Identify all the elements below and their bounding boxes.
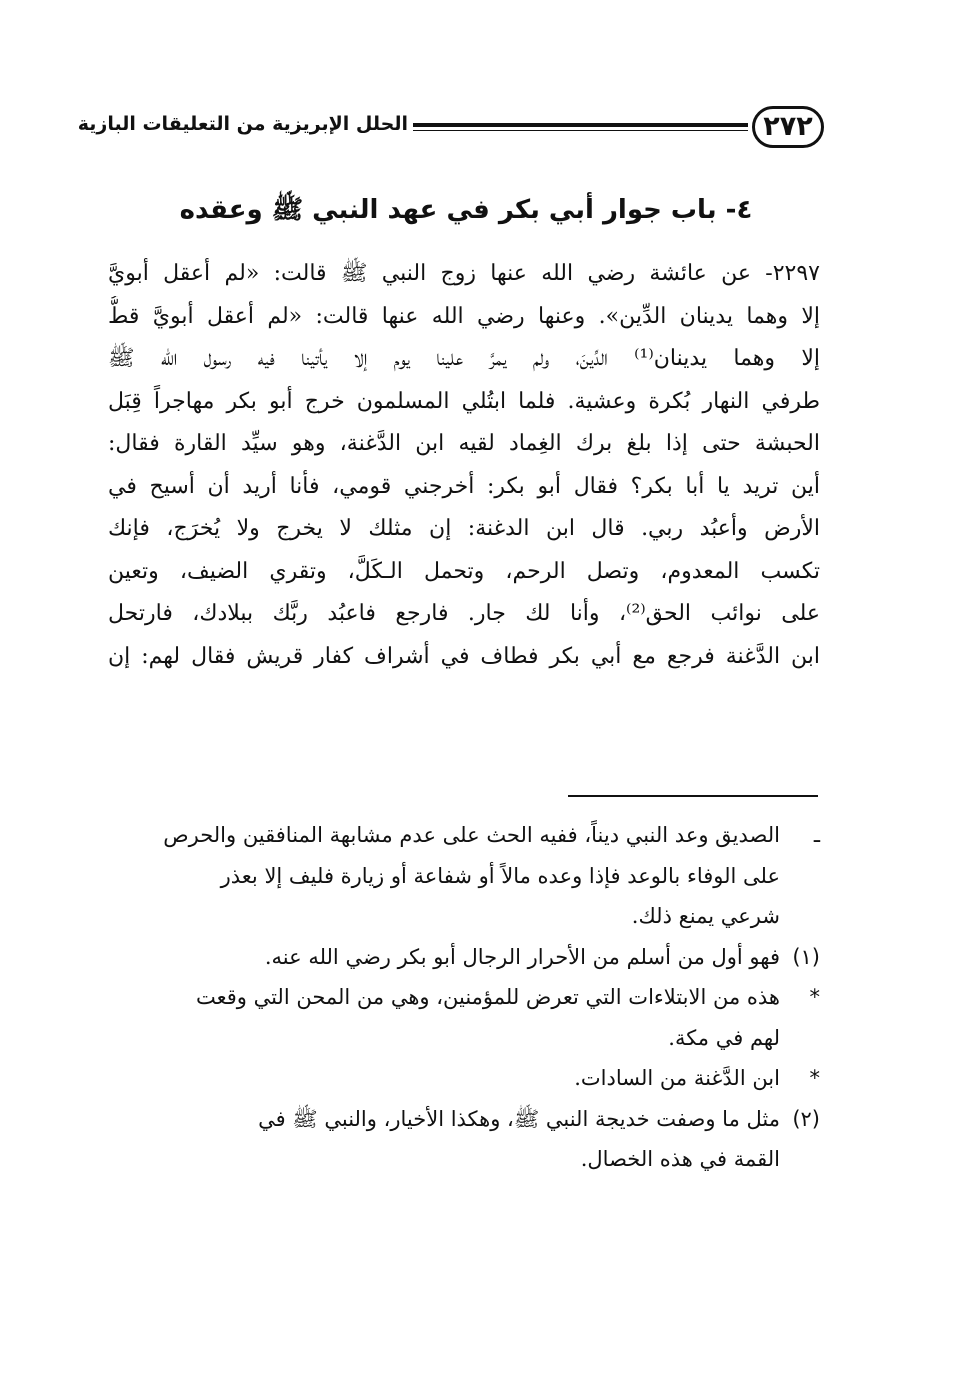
footnote-line: فهو أول من أسلم من الأحرار الرجال أبو بكر رضي الله عنه.	[264, 944, 780, 969]
footnote-separator	[568, 795, 818, 797]
text-line: تكسب المعدوم، وتصل الرحم، وتحمل الـكَلَّ، وتقري الضيف، وتعين	[108, 558, 820, 584]
footnote-line: ابن الدَّغنة من السادات.	[574, 1066, 780, 1090]
text-line: الأرض وأعبُد ربي. قال ابن الدغنة: إن مثلك لا يخرج ولا يُخرَج، فإنك	[108, 516, 820, 541]
asterisk-icon: *	[809, 985, 820, 1009]
text-line: الحبشة حتى إذا بلغ برك الغِماد لقيه ابن الدَّغنة، وهو سيِّد القارة فقال:	[108, 431, 820, 456]
chapter-heading: ٤- باب جوار أبي بكر في عهد النبي ﷺ وعقده	[179, 195, 753, 225]
main-text	[108, 253, 820, 678]
footnote-line: شرعي يمنع ذلك.	[631, 904, 780, 928]
asterisk-icon: *	[809, 1066, 820, 1090]
footnote-line: القمة في هذه الخصال.	[580, 1147, 780, 1171]
text-line: إلا وهما يدينان الدِّين». وعنها رضي الله عنها قالت: «لم أعقل أبويَّ قطُّ	[108, 303, 820, 329]
footnote-comment	[108, 1058, 820, 1099]
page-number: ٢٧٢	[752, 106, 824, 148]
text-line: إلا وهما يدينان⁽¹⁾ الدِّينَ، ولم يمرَّ علينا يوم إلا يأتينا فيه رسول الله ﷺ	[108, 346, 820, 371]
footnote-line: على الوفاء بالوعد فإذا وعده مالاً أو شفاعة أو زيارة فليف إلا بعذر	[220, 863, 780, 888]
footnote-comment	[108, 977, 820, 1058]
text-line: ابن الدَّغنة فرجع مع أبي بكر فطاف في أشراف كفار قريش فقال لهم: إن	[108, 643, 820, 669]
footnote-1	[108, 937, 820, 978]
footnote-marker: (١)	[792, 944, 820, 969]
text-line: أين تريد يا أبا بكر؟ فقال أبو بكر: أخرجني قومي، فأنا أريد أن أسيح في	[108, 473, 820, 499]
footnote-line: لهم في مكة.	[668, 1025, 780, 1050]
text-line: على نوائب الحق⁽²⁾، وأنا لك جار. فارجع فاعبُد ربَّك ببلادك، فارتحل	[108, 601, 820, 626]
footnote-line: مثل ما وصفت خديجة النبي ﷺ، وهكذا الأخيار، والنبي ﷺ في	[258, 1106, 780, 1131]
footnote-continued	[108, 815, 820, 937]
page-header	[77, 104, 824, 154]
footnote-line: الصديق وعد النبي ديناً، ففيه الحث على عدم مشابهة المنافقين والحرص	[163, 823, 780, 847]
footnote-2	[108, 1099, 820, 1180]
header-rule	[413, 123, 748, 131]
text-line: ٢٢٩٧- عن عائشة رضي الله عنها زوج النبي ﷺ قالت: «لم أعقل أبويَّ	[108, 261, 820, 286]
footnote-line: هذه من الابتلاءات التي تعرض للمؤمنين، وهي من المحن التي وقعت	[195, 985, 780, 1009]
text-line: طرفي النهار بُكرة وعشية. فلما ابتُلي المسلمون خرج أبو بكر مهاجراً قِبَل	[108, 388, 820, 414]
footnotes	[108, 815, 820, 1180]
footnote-marker: ـ	[813, 823, 820, 847]
footnote-marker: (٢)	[792, 1106, 820, 1131]
book-title: الحلل الإبريزية من التعليقات البازية	[77, 113, 408, 135]
